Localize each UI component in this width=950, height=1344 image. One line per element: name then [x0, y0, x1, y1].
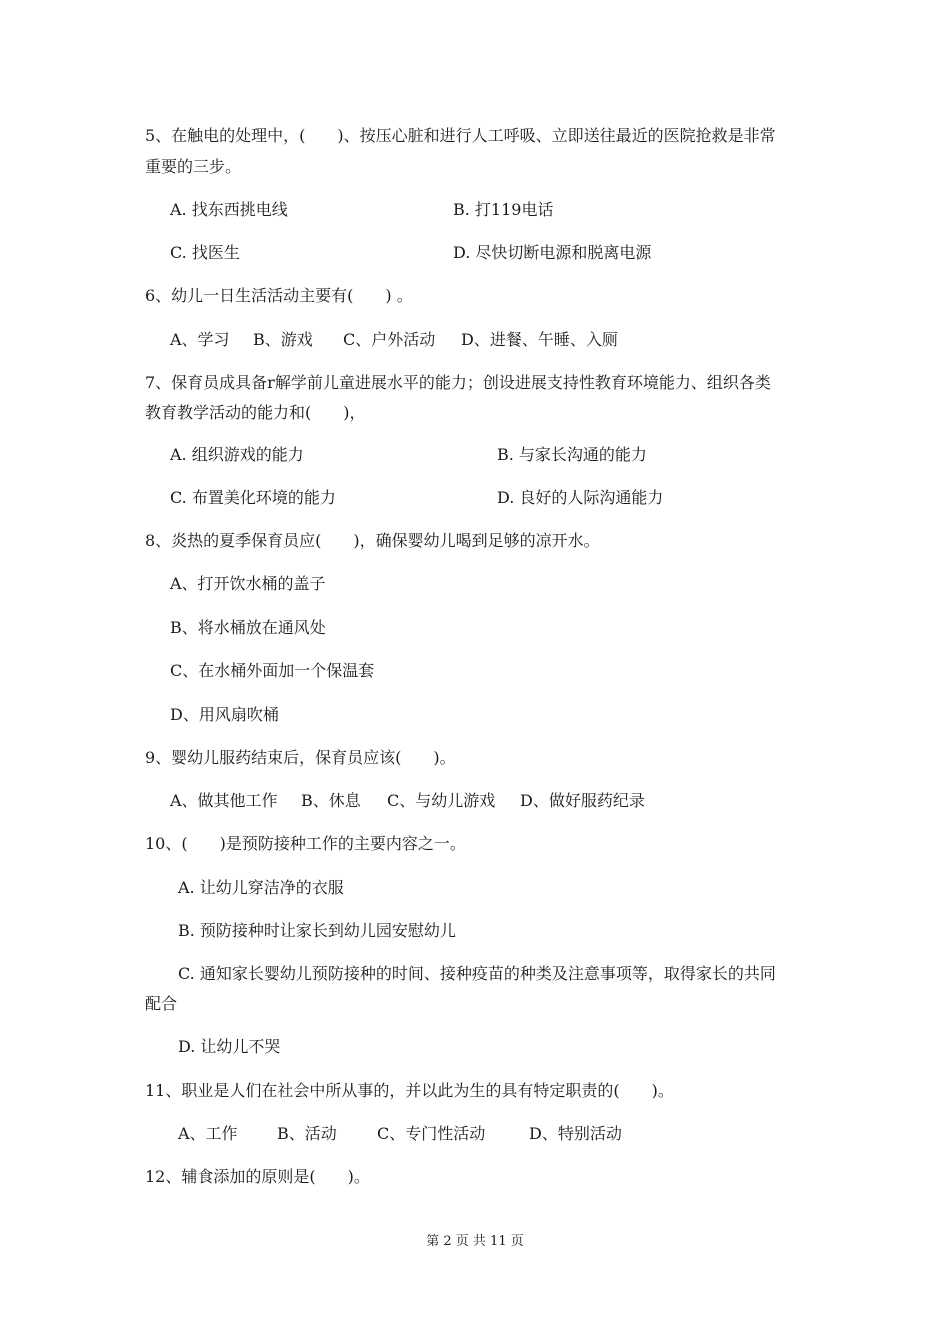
question-6-option-b: B、游戏	[253, 330, 313, 349]
question-5-option-a: A. 找东西挑电线	[170, 200, 288, 219]
question-6-option-d: D、进餐、午睡、入厕	[461, 330, 618, 349]
question-9-option-d: D、做好服药纪录	[520, 791, 645, 810]
question-10-option-d: D. 让幼儿不哭	[178, 1037, 281, 1056]
question-11-option-c: C、专门性活动	[377, 1124, 486, 1143]
question-9-option-a: A、做其他工作	[170, 791, 278, 810]
question-7-text: 7、保育员成具备r解学前儿童进展水平的能力；创设进展支持性教育环境能力、组织各类	[145, 373, 771, 392]
question-8-option-d: D、用风扇吹桶	[170, 705, 279, 724]
question-5-text: 5、在触电的处理中，( )、按压心脏和进行人工呼吸、立即送往最近的医院抢救是非常	[145, 126, 776, 145]
question-12-text: 12、辅食添加的原则是( )。	[145, 1167, 370, 1186]
question-8-option-c: C、在水桶外面加一个保温套	[170, 661, 375, 680]
question-11-option-b: B、活动	[277, 1124, 337, 1143]
question-10-option-c: C. 通知家长婴幼儿预防接种的时间、接种疫苗的种类及注意事项等，取得家长的共同	[178, 964, 776, 983]
question-6-text: 6、幼儿一日生活活动主要有( ) 。	[145, 286, 413, 305]
question-10-text: 10、( )是预防接种工作的主要内容之一。	[145, 834, 466, 853]
question-8-option-a: A、打开饮水桶的盖子	[170, 574, 326, 593]
question-5-option-d: D. 尽快切断电源和脱离电源	[453, 243, 652, 262]
question-7-text-cont: 教育教学活动的能力和( )，	[145, 403, 366, 422]
question-11-option-a: A、工作	[178, 1124, 238, 1143]
question-5-option-c: C. 找医生	[170, 243, 240, 262]
question-9-text: 9、婴幼儿服药结束后，保育员应该( )。	[145, 748, 456, 767]
question-8-text: 8、炎热的夏季保育员应( )，确保婴幼儿喝到足够的凉开水。	[145, 531, 600, 550]
question-7-option-a: A. 组织游戏的能力	[170, 445, 304, 464]
question-9-option-b: B、休息	[301, 791, 361, 810]
question-10-option-a: A. 让幼儿穿洁净的衣服	[178, 878, 344, 897]
question-8-option-b: B、将水桶放在通风处	[170, 618, 326, 637]
question-11-option-d: D、特别活动	[529, 1124, 622, 1143]
question-9-option-c: C、与幼儿游戏	[387, 791, 496, 810]
question-7-option-c: C. 布置美化环境的能力	[170, 488, 336, 507]
page-number-footer: 第 2 页 共 11 页	[426, 1234, 524, 1249]
question-6-option-a: A、学习	[170, 330, 230, 349]
question-11-text: 11、职业是人们在社会中所从事的，并以此为生的具有特定职责的( )。	[145, 1081, 674, 1100]
question-7-option-d: D. 良好的人际沟通能力	[497, 488, 664, 507]
question-7-option-b: B. 与家长沟通的能力	[497, 445, 647, 464]
question-5-text-cont: 重要的三步。	[145, 157, 242, 176]
question-6-option-c: C、户外活动	[343, 330, 436, 349]
question-5-option-b: B. 打119电话	[453, 200, 554, 219]
question-10-option-c-cont: 配合	[145, 994, 178, 1013]
question-10-option-b: B. 预防接种时让家长到幼儿园安慰幼儿	[178, 921, 456, 940]
